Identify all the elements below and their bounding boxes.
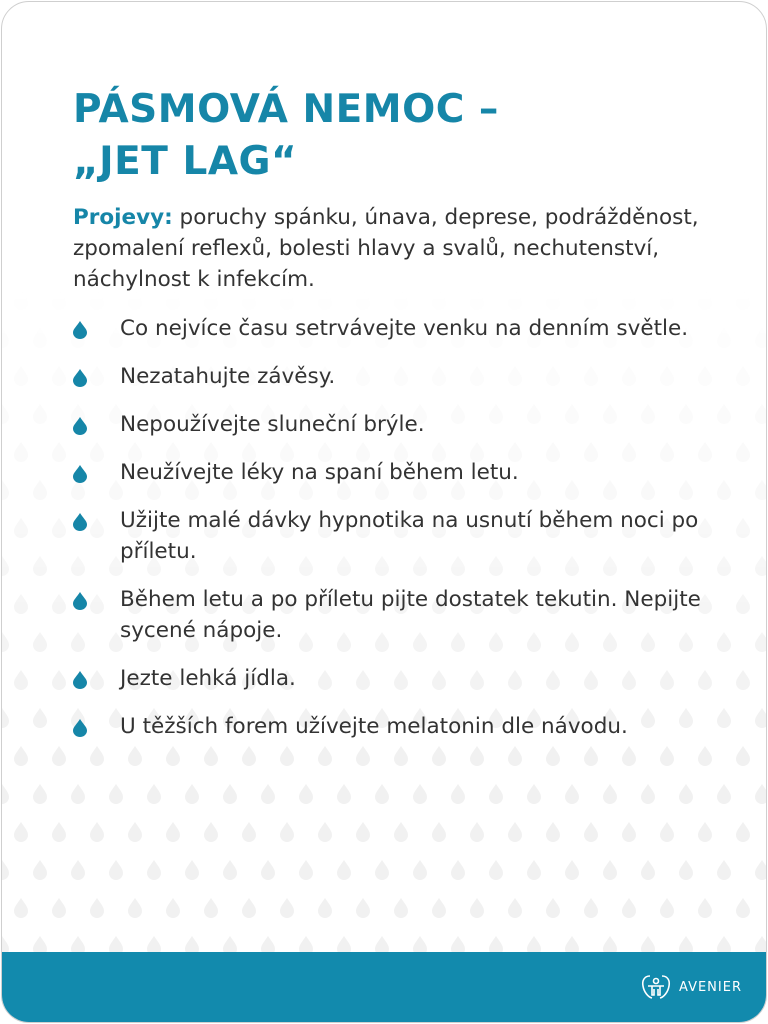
- tip-text: Nepoužívejte sluneční brýle.: [120, 412, 425, 437]
- tips-list: [73, 313, 733, 759]
- tip-item: [73, 457, 733, 488]
- title-line-1: PÁSMOVÁ NEMOC –: [73, 87, 499, 132]
- drop-bullet-icon: [73, 321, 87, 339]
- footer-bar: [2, 952, 766, 1022]
- tip-text: Nezatahujte závěsy.: [120, 364, 336, 389]
- avenier-logo-icon: [641, 974, 671, 1000]
- drop-bullet-icon: [73, 465, 87, 483]
- tip-text: Neužívejte léky na spaní během letu.: [120, 460, 519, 485]
- brand-logo: [641, 974, 742, 1000]
- drop-bullet-icon: [73, 592, 87, 610]
- page-title: [73, 84, 499, 188]
- tip-item: [73, 505, 733, 567]
- tip-text: Co nejvíce času setrvávejte venku na denním světle.: [120, 316, 689, 341]
- tip-text: Jezte lehká jídla.: [120, 666, 296, 691]
- title-line-2: „JET LAG“: [73, 139, 298, 184]
- tip-item: [73, 361, 733, 392]
- tip-item: [73, 584, 733, 646]
- tip-text: Během letu a po příletu pijte dostatek tekutin. Nepijte sycené nápoje.: [120, 587, 701, 643]
- brand-name: AVENIER: [679, 979, 742, 995]
- drop-bullet-icon: [73, 719, 87, 737]
- tip-item: [73, 663, 733, 694]
- drop-bullet-icon: [73, 417, 87, 435]
- drop-bullet-icon: [73, 369, 87, 387]
- drop-bullet-icon: [73, 671, 87, 689]
- drop-bullet-icon: [73, 513, 87, 531]
- tip-item: [73, 313, 733, 344]
- tip-text: U těžších forem užívejte melatonin dle návodu.: [120, 714, 628, 739]
- tip-item: [73, 711, 733, 742]
- tip-text: Užijte malé dávky hypnotika na usnutí během noci po příletu.: [120, 508, 699, 564]
- symptoms-label: Projevy:: [73, 205, 173, 230]
- symptoms-paragraph: [73, 202, 713, 295]
- symptoms-text: poruchy spánku, únava, deprese, podrážděnost, zpomalení reflexů, bolesti hlavy a svalů, nechutenství, náchylnost k infekcím.: [73, 205, 699, 292]
- card: [1, 1, 767, 1023]
- tip-item: [73, 409, 733, 440]
